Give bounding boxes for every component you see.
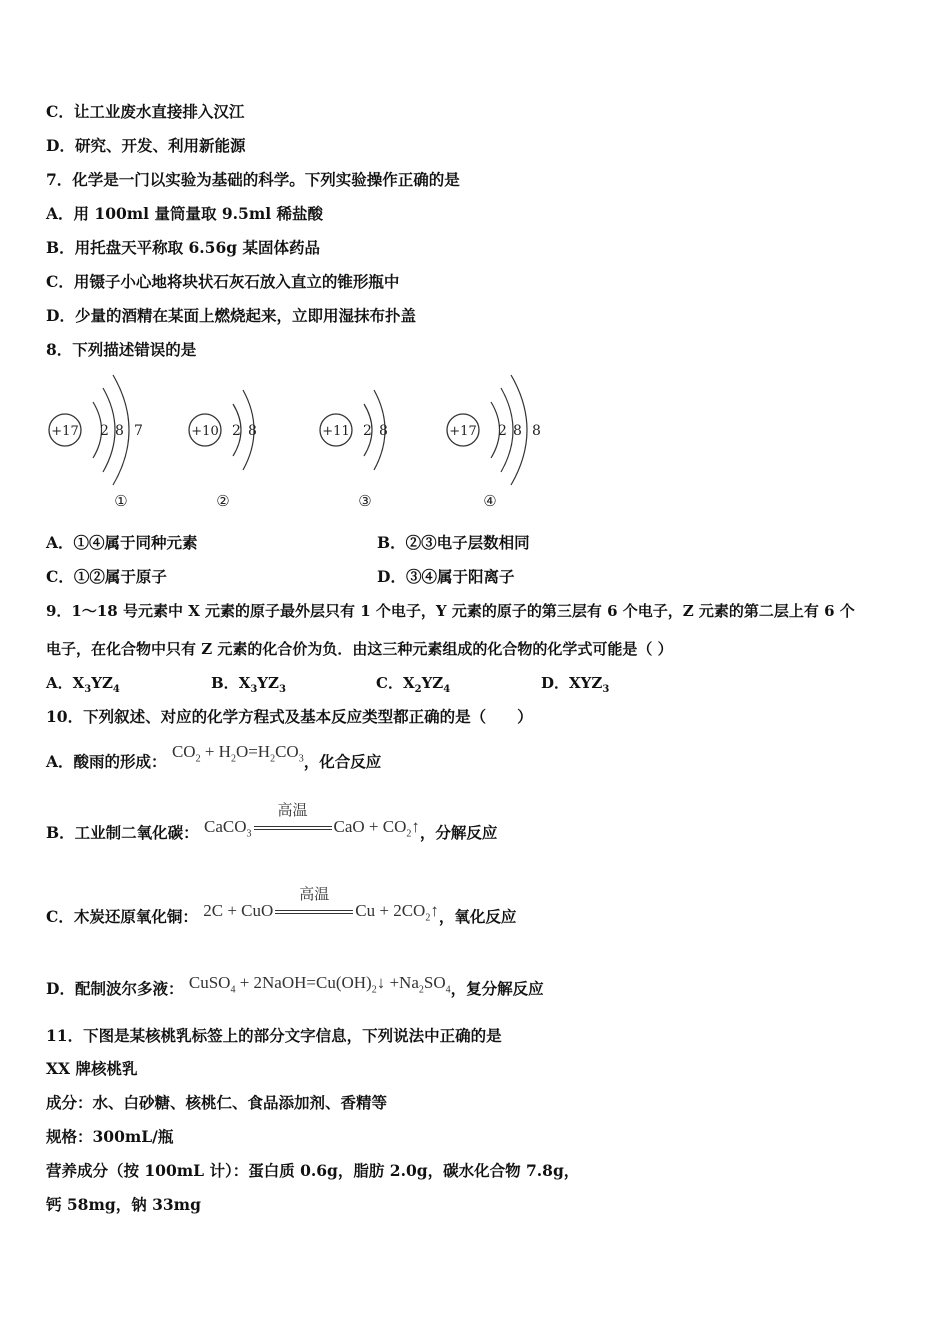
q9-option-d: D．$XYZ_3$ bbox=[541, 674, 610, 695]
atom-3-label: ③ bbox=[358, 492, 372, 510]
reaction-condition-c: 高温 bbox=[275, 901, 353, 923]
svg-text:8: 8 bbox=[379, 423, 388, 439]
q10-option-d: D．配制波尔多液： CuSO$_4$ + $2NaOH=Cu(OH)_2↓ +Na_2SO_4$，复分解反应 bbox=[46, 973, 544, 998]
atom-1 bbox=[49, 375, 143, 510]
atom-2 bbox=[189, 390, 257, 510]
q7-option-d: D．少量的酒精在某面上燃烧起来，立即用湿抹布扑盖 bbox=[46, 306, 416, 325]
question-9-line2: 电子，在化合物中只有 Z 元素的化合价为负．由这三种元素组成的化合物的化学式可能是（ ） bbox=[46, 640, 673, 658]
equation-a: $CO_2 + H_2O=H_2CO_3$ bbox=[171, 742, 304, 765]
q10-option-b: B．工业制二氧化碳： CaCO$_3$ 高温 CaO + $CO_2↑$，分解反应 bbox=[46, 803, 498, 842]
q7-option-a: A．用 100ml 量筒量取 9.5ml 稀盐酸 bbox=[46, 204, 324, 223]
atom-1-nucleus: +17 bbox=[51, 424, 79, 439]
line-d-prev: D．研究、开发、利用新能源 bbox=[46, 136, 246, 155]
atom-1-label: ① bbox=[114, 492, 128, 510]
question-10: 10．下列叙述、对应的化学方程式及基本反应类型都正确的是（ ） bbox=[46, 707, 533, 726]
atom-diagrams bbox=[40, 368, 560, 513]
reaction-condition-b: 高温 bbox=[254, 817, 332, 839]
atom-3 bbox=[320, 390, 388, 510]
q9-option-b: B．$X_3YZ_3$ bbox=[211, 674, 286, 695]
atom-2-label: ② bbox=[216, 492, 230, 510]
svg-text:8: 8 bbox=[532, 423, 541, 439]
q10-option-a: A．酸雨的形成： $CO_2 + H_2O=H_2CO_3$，化合反应 bbox=[46, 742, 382, 771]
line-c-prev: C．让工业废水直接排入汉江 bbox=[46, 102, 245, 121]
q8-option-c: C．①②属于原子 bbox=[46, 567, 167, 586]
question-7: 7．化学是一门以实验为基础的科学。下列实验操作正确的是 bbox=[46, 170, 460, 189]
equation-b: CaCO$_3$ 高温 CaO + $CO_2↑$ bbox=[204, 803, 420, 840]
label-nutrition: 营养成分（按 100mL 计）：蛋白质 0.6g，脂肪 2.0g，碳水化合物 7.8g， bbox=[46, 1161, 580, 1180]
question-11: 11．下图是某核桃乳标签上的部分文字信息，下列说法中正确的是 bbox=[46, 1026, 502, 1045]
label-ingredients: 成分：水、白砂糖、核桃仁、食品添加剂、香精等 bbox=[46, 1093, 388, 1112]
svg-text:2: 2 bbox=[363, 423, 372, 439]
atom-4-nucleus: +17 bbox=[449, 424, 477, 439]
q9-option-a: A．$X_3YZ_4$ bbox=[46, 674, 120, 695]
question-9-line1: 9．1～18 号元素中 X 元素的原子最外层只有 1 个电子，Y 元素的原子的第三层有 6 个电子，Z 元素的第二层上有 6 个 bbox=[46, 602, 855, 620]
label-minerals: 钙 58mg，钠 33mg bbox=[46, 1195, 201, 1214]
svg-text:2: 2 bbox=[232, 423, 241, 439]
q8-option-b: B．②③电子层数相同 bbox=[377, 533, 530, 552]
label-spec: 规格：300mL/瓶 bbox=[46, 1127, 174, 1146]
svg-text:7: 7 bbox=[134, 423, 143, 439]
svg-text:8: 8 bbox=[513, 423, 522, 439]
label-brand: XX 牌核桃乳 bbox=[46, 1059, 138, 1078]
atom-1-shells: 2 bbox=[100, 423, 109, 439]
q10-option-c: C．木炭还原氧化铜： 2C + CuO 高温 $Cu + 2CO_2↑$，氧化反应 bbox=[46, 887, 517, 926]
atom-4 bbox=[447, 375, 541, 510]
svg-text:8: 8 bbox=[248, 423, 257, 439]
equation-c: 2C + CuO 高温 $Cu + 2CO_2↑$ bbox=[203, 887, 439, 924]
q7-option-b: B．用托盘天平称取 6.56g 某固体药品 bbox=[46, 238, 320, 257]
svg-text:2: 2 bbox=[498, 423, 507, 439]
q8-option-a: A．①④属于同种元素 bbox=[46, 533, 198, 552]
q9-option-c: C．$X_2YZ_4$ bbox=[376, 674, 451, 695]
q8-option-d: D．③④属于阳离子 bbox=[377, 567, 515, 586]
atom-2-nucleus: +10 bbox=[191, 424, 219, 439]
question-8: 8．下列描述错误的是 bbox=[46, 340, 197, 359]
atom-3-nucleus: +11 bbox=[322, 424, 350, 439]
svg-text:8: 8 bbox=[115, 423, 124, 439]
equation-d: CuSO$_4$ + $2NaOH=Cu(OH)_2↓ +Na_2SO_4$ bbox=[188, 973, 451, 996]
q7-option-c: C．用镊子小心地将块状石灰石放入直立的锥形瓶中 bbox=[46, 272, 400, 291]
atom-4-label: ④ bbox=[483, 492, 497, 510]
